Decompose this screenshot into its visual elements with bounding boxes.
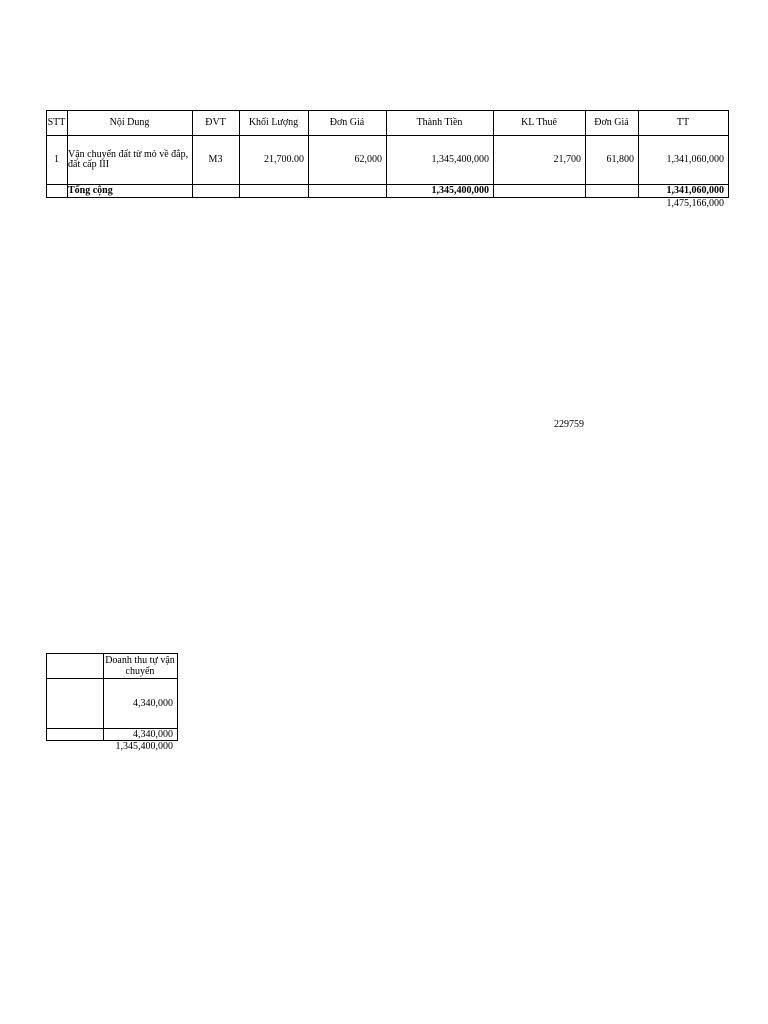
revenue-below-total: 1,345,400,000	[115, 740, 173, 752]
row-rent-quantity: 21,700	[553, 154, 581, 165]
total-total: 1,341,060,000	[666, 185, 724, 196]
row-amount: 1,345,400,000	[431, 154, 489, 165]
revenue-total: 4,340,000	[133, 728, 173, 740]
grid-line	[46, 197, 729, 198]
row-content: Vận chuyển đất từ mỏ về đắp, đất cấp III	[68, 148, 189, 170]
grid-line	[46, 653, 47, 741]
grid-line	[728, 110, 729, 198]
row-unit-price: 62,000	[354, 154, 382, 165]
grid-line	[177, 653, 178, 741]
header-unit: ĐVT	[205, 117, 226, 128]
row-quantity: 21,700.00	[264, 154, 304, 165]
grand-total-value: 1,475,166,000	[666, 197, 724, 209]
row-unit: M3	[208, 154, 223, 165]
header-unit-price: Đơn Giá	[329, 117, 365, 128]
header-content: Nội Dung	[109, 117, 150, 128]
header-total: TT	[676, 117, 690, 128]
header-amount: Thành Tiền	[416, 117, 463, 128]
header-stt: STT	[47, 117, 66, 128]
row-stt: 1	[54, 154, 59, 165]
total-label: Tổng cộng	[68, 185, 113, 196]
header-rent-quantity: KL Thuê	[521, 117, 557, 128]
header-quantity: Khối Lượng	[248, 117, 299, 128]
header-rent-unit-price: Đơn Giá	[594, 117, 629, 128]
row-total: 1,341,060,000	[666, 154, 724, 165]
revenue-value: 4,340,000	[133, 697, 173, 709]
floating-number: 229759	[554, 418, 584, 430]
row-rent-unit-price: 61,800	[606, 154, 634, 165]
total-amount: 1,345,400,000	[431, 185, 489, 196]
revenue-header: Doanh thu tự vận chuyển	[105, 654, 175, 677]
